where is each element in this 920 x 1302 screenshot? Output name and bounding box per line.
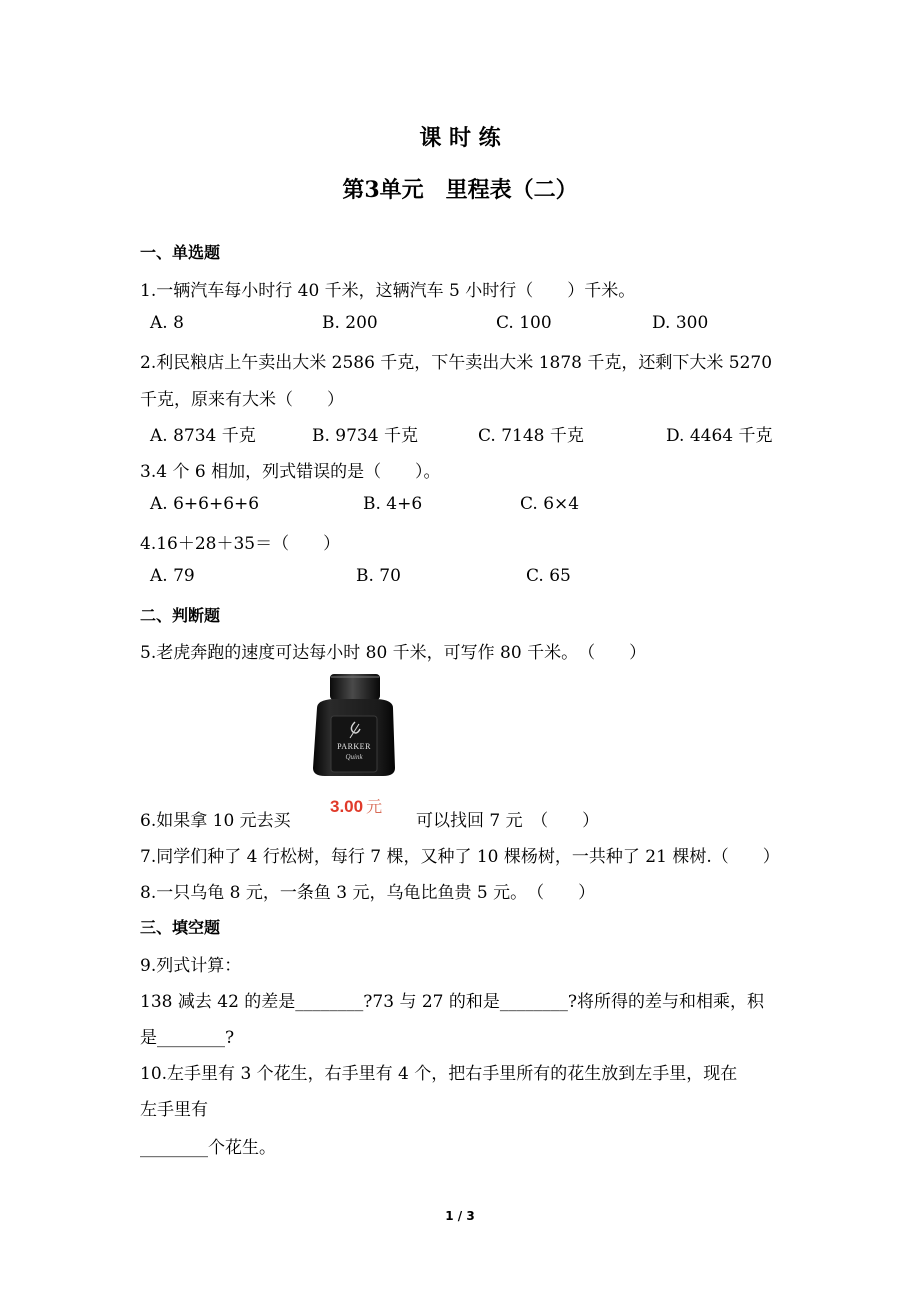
ink-bottle-image — [303, 672, 403, 780]
question-5: 5.老虎奔跑的速度可达每小时 80 千米，可写作 80 千米。 （ ） — [140, 643, 647, 663]
question-7: 7.同学们种了 4 行松树，每行 7 棵，又种了 10 棵杨树，一共种了 21 棵树.（ ） — [140, 847, 780, 867]
q4-option-a: A. 79 — [150, 566, 195, 586]
page-title: 课 时 练 — [419, 125, 501, 151]
q3-option-c: C. 6×4 — [520, 494, 580, 514]
question-10-line2: 左手里有 — [140, 1100, 208, 1120]
q1-option-a: A. 8 — [150, 313, 184, 333]
ink-brand-label: PARKER — [337, 742, 371, 751]
question-10-line3: ________个花生。 — [140, 1138, 276, 1158]
question-4: 4.16＋28＋35＝（ ） — [140, 534, 341, 554]
question-8: 8.一只乌龟 8 元，一条鱼 3 元，乌龟比鱼贵 5 元。 （ ） — [140, 883, 596, 903]
question-1: 1.一辆汽车每小时行 40 千米，这辆汽车 5 小时行（ ）千米。 — [140, 281, 636, 301]
question-9-title: 9.列式计算： — [140, 956, 242, 976]
question-9-line1: 138 减去 42 的差是________?73 与 27 的和是________?将所得的差与和相乘，积 — [140, 992, 764, 1012]
q2-option-a: A. 8734 千克 — [150, 426, 256, 446]
q4-option-b: B. 70 — [356, 566, 401, 586]
section-heading-single-choice: 一、单选题 — [140, 243, 221, 262]
q4-option-c: C. 65 — [526, 566, 571, 586]
q3-option-b: B. 4+6 — [363, 494, 423, 514]
question-6-after: 可以找回 7 元 （ ） — [416, 811, 600, 831]
page-subtitle: 第3单元 里程表（二） — [342, 177, 578, 203]
question-6-before: 6.如果拿 10 元去买 — [140, 811, 291, 831]
price-unit: 元 — [366, 799, 383, 816]
page-number: 1 / 3 — [445, 1209, 475, 1223]
q3-option-a: A. 6+6+6+6 — [150, 494, 260, 514]
section-heading-fill-blank: 三、填空题 — [140, 918, 221, 937]
q1-option-d: D. 300 — [652, 313, 709, 333]
question-10-line1: 10.左手里有 3 个花生，右手里有 4 个，把右手里所有的花生放到左手里，现在 — [140, 1064, 738, 1084]
section-heading-true-false: 二、判断题 — [140, 606, 221, 625]
q1-option-b: B. 200 — [322, 313, 378, 333]
price-value: 3.00 — [330, 797, 364, 816]
price-tag — [330, 794, 382, 817]
question-2-line2: 千克，原来有大米（ ） — [140, 390, 344, 410]
question-3: 3.4 个 6 相加，列式错误的是（ ）。 — [140, 462, 441, 482]
q2-option-b: B. 9734 千克 — [312, 426, 418, 446]
q1-option-c: C. 100 — [496, 313, 552, 333]
question-2-line1: 2.利民粮店上午卖出大米 2586 千克，下午卖出大米 1878 千克，还剩下大米 5270 — [140, 353, 773, 373]
ink-sub-label: Quink — [345, 753, 363, 761]
question-9-line2: 是________? — [140, 1028, 235, 1048]
q2-option-d: D. 4464 千克 — [666, 426, 773, 446]
q2-option-c: C. 7148 千克 — [478, 426, 584, 446]
